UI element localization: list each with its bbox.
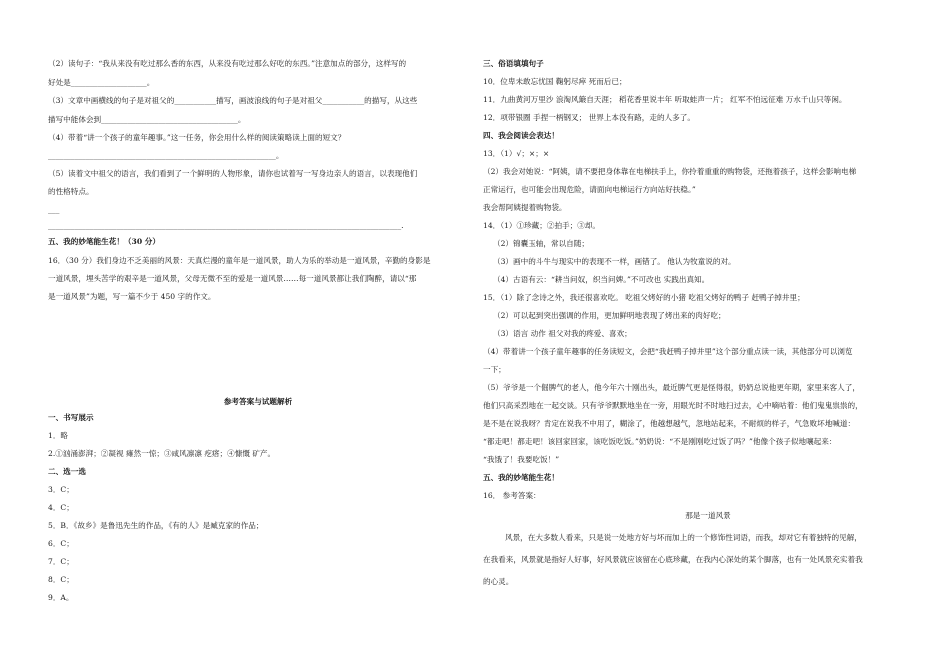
answer-16: 16． 参考答案： [483,491,541,500]
answer-11: 11．九曲黄河万里沙 浪淘风簸自天涯； 稻花香里说丰年 听取蛙声一片； 红军不怕远征难 万水千山只等闲。 [483,95,847,104]
answer-7: 7．C； [48,557,74,566]
answer-section2: 二、选一选 [48,467,86,476]
answer-8: 8．C； [48,575,74,584]
q4-line2: ____________________________________________________________。 [48,151,284,160]
answer-4: 4．C； [48,503,74,512]
answer-14-3: （3）画中的斗牛与现实中的表现不一样，画错了。 他认为牧童说的对。 [493,257,736,266]
answer-15-2: （2）可以起到突出强调的作用，更加鲜明地表现了烤出来的肉好吃； [493,311,726,320]
essay-p1-line2: 在我看来，风景就是指好人好事，好风景就应该留在心底珍藏，在我内心深处的某个脚落，也有一处风景充实着我 [483,555,863,564]
section3-title: 三、俗语填填句子 [483,59,544,68]
answer-2: 2.①汹涌澎湃；②凝视 瘫然一惊；③咸风凛凛 疙瘩；④慷慨 矿产。 [48,449,276,458]
essay-title: 那是一道风景 [685,511,731,520]
answer-15-4-line1: （4）带着讲一个孩子童年趣事的任务读短文，会把“我赶鸭子掉井里”这个部分重点读一读，其他部分可以浏览 [483,347,853,356]
answer-15-5-line4: “都走吧！都走吧！该回家回家，该吃饭吃饭。”奶奶说：“不是刚刚吃过饭了吗？”他像个孩子似地嚷起来： [483,437,837,446]
answer-15-5-line2: 他们只高采烈地在一起交谈。只有爷爷默默地坐在一旁，用眼光时不时地扫过去，心中嘀咕着：他们鬼鬼祟祟的， [483,401,863,410]
q2-line2: 好处是____________________。 [48,78,155,87]
answer-15-3: （3）语言 动作 祖父对我的疼爱、喜欢； [493,329,632,338]
answer-14-1: 14．（1）①珍藏；②拍手；③却。 [483,221,601,230]
right-column [475,0,950,672]
answer-10: 10．位卑未敢忘忧国 鞠躬尽瘁 死而后已； [483,77,627,86]
q3-line1: （3）文章中画横线的句子是对祖父的___________描写，画波浪线的句子是对祖父___________的描写，从这些 [48,96,418,105]
answer-13-2-line2: 正常运行，也可能会出现危险，请面向电梯运行方向站好扶稳。” [483,185,696,194]
answer-15-5-line3: 是不是在说我呀？肯定在说我不中用了，糊涂了，他越想越气，忽地站起来，不耐烦的样子，气急败坏地喊道： [483,419,856,428]
section5-title: 五、我的妙笔能生花！（30 分） [48,237,160,246]
answer-13-2-line3: 我会帮阿姨提着购物袋。 [483,203,567,212]
q16-line3: 是一道风景”为题，写一篇不少于 450 字的作文。 [48,292,216,301]
answer-15-1: 15．（1）除了念诗之外，我还很喜欢吃。 吃祖父烤好的小猪 吃祖父烤好的鸭子 赶鸭子掉井里； [483,293,805,302]
section5-answer-title: 五、我的妙笔能生花！ [483,473,559,482]
answer-13-2-line1: （2）我会对她说：“阿姨，请不要把身体靠在电梯扶手上，你拎着重重的购物袋，还拖着孩子，这样会影响电梯 [483,167,857,176]
answer-15-4-line2: 一下； [483,365,506,374]
answer-3: 3．C； [48,485,74,494]
answer-13-1: 13．（1）√；×；× [483,149,550,158]
q5-line3: ___ [48,205,60,214]
answer-9: 9．A。 [48,593,74,602]
answer-14-4: （4）古语有云：“耕当问奴，织当问婢。”不可改也 实践出真知。 [493,275,710,284]
section4-title: 四、我会阅读会表达！ [483,131,559,140]
q3-line2: 描写中能体会到____________________________________。 [48,115,246,124]
q2-line1: （2）读句子：“我从来没有吃过那么香的东西，从来没有吃过那么好吃的东西。”注意加点的部分，这样写的 [48,59,407,68]
answer-6: 6．C； [48,539,74,548]
essay-p1-line3: 的心灵。 [483,577,514,586]
answers-title: 参考答案与试题解析 [223,397,293,406]
q4-line1: （4）带着“讲一个孩子的童年趣事。”这一任务，你会用什么样的阅读策略读上面的短文？ [48,133,346,142]
q16-line2: 一道风景，埋头苦学的艰辛是一道风景，父母无微不至的爱是一道风景……每一道风景都让我们陶醉，请以“那 [48,274,417,283]
q5-line1: （5）读着文中祖父的语言，我们看到了一个鲜明的人物形象，请你也试着写一写身边亲人的语言，以表现他们 [48,169,418,178]
q5-line2: 的性格特点。 [48,187,94,196]
essay-p1-line1: 风景，在大多数人看来，只是说一处地方好与坏而加上的一个修饰性词语，而我，却对它有着独特的见解， [505,533,862,542]
answer-15-5-line5: “我饿了！我要吃饭！” [483,455,560,464]
answer-12: 12．项带银圈 手捏一柄钢叉； 世界上本没有路，走的人多了。 [483,113,695,122]
q16-line1: 16．（30 分）我们身边不乏美丽的风景：天真烂漫的童年是一道风景，助人为乐的举动是一道风景，辛勤的身影是 [48,256,431,265]
answer-section1: 一、书写展示 [48,413,94,422]
answer-14-2: （2）锦囊玉轴，常以自随； [493,239,589,248]
q5-line4: _____________________________________________________________________________________________. [48,221,404,230]
answer-1: 1．略 [48,431,69,440]
answer-5: 5．B．《故乡》是鲁迅先生的作品，《有的人》是臧克家的作品； [48,521,264,530]
answer-15-5-line1: （5）爷爷是一个倔脾气的老人，他今年六十刚出头，最近脾气更是怪得很，奶奶总说他更年期，家里来客人了， [483,383,860,392]
